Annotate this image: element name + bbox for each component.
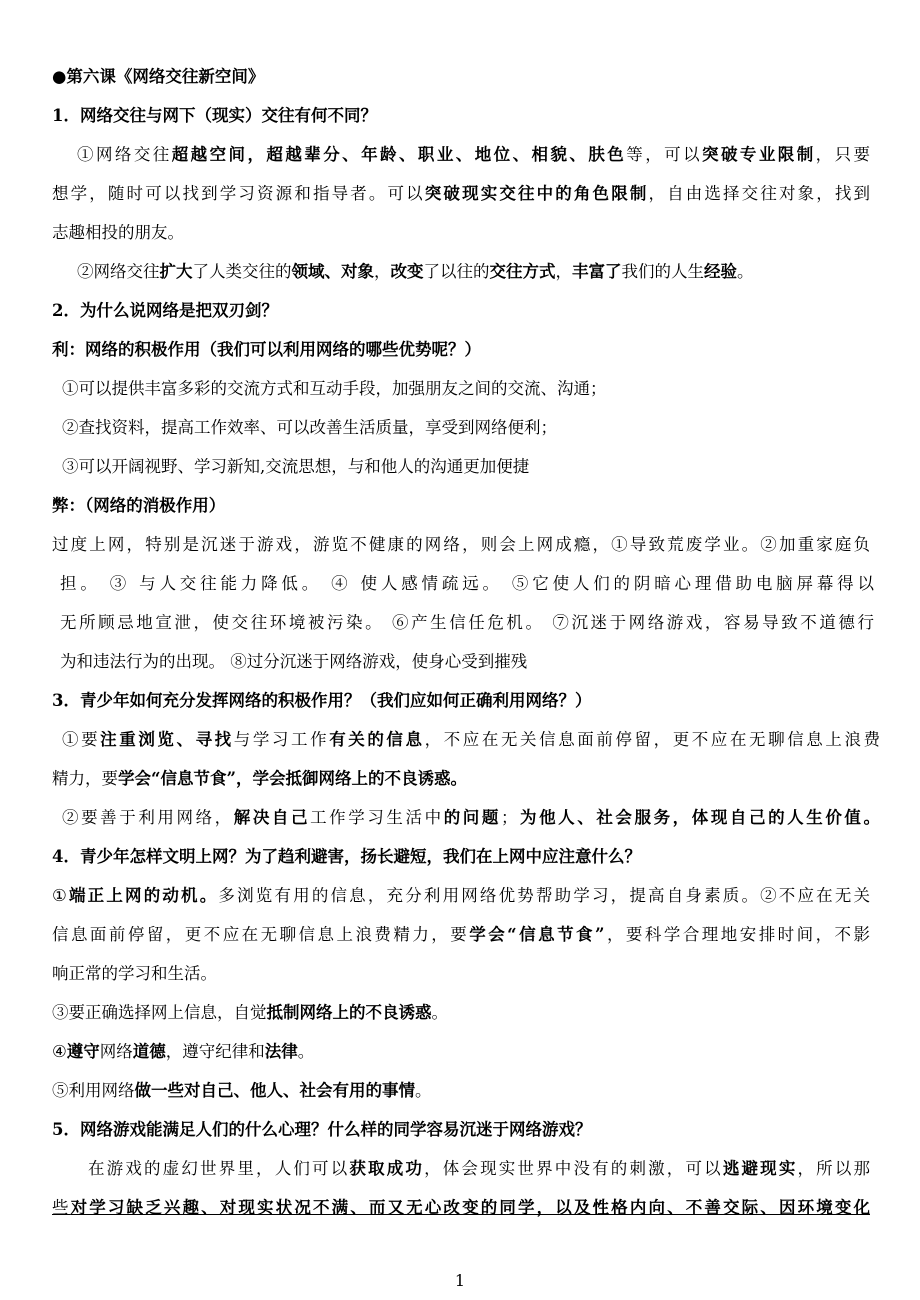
text-run: 弊：（网络的消极作用） — [52, 496, 226, 515]
text-run: 1．网络交往与网下（现实）交往有何不同？ — [52, 106, 377, 125]
text-line — [52, 1197, 870, 1219]
text-run: 。 — [431, 1003, 448, 1022]
text-run: 端正上网的动机。 — [68, 886, 219, 905]
text-run: 扩大 — [159, 262, 193, 281]
text-run: 逃避现实 — [722, 1159, 798, 1178]
text-line — [52, 222, 872, 244]
text-run: ， — [555, 262, 572, 281]
text-run: 。 — [737, 262, 754, 281]
text-line — [52, 1041, 872, 1063]
text-run: ，遵守纪律和 — [165, 1042, 265, 1061]
text-run: 突破专业限制 — [702, 145, 816, 164]
text-run: ，自由选择交往对象，找到 — [648, 184, 870, 203]
text-run: 了人类交往的 — [192, 262, 292, 281]
text-line — [77, 144, 870, 166]
text-line — [60, 573, 874, 595]
text-line — [52, 924, 870, 946]
text-line — [77, 261, 897, 283]
text-run: ，不应在无关信息面前停留，更不应在无聊信息上浪费 — [424, 730, 880, 749]
text-line — [52, 105, 872, 127]
text-run: ①要 — [62, 730, 101, 749]
text-run: 获取成功 — [349, 1159, 425, 1178]
text-run: 为和违法行为的出现。 ⑧过分沉迷于网络游戏，使身心受到摧残 — [60, 652, 528, 671]
text-run: 丰富了 — [572, 262, 622, 281]
text-line — [52, 885, 870, 907]
text-run: 利：网络的积极作用（我们可以利用网络的哪些优势呢？） — [52, 340, 481, 359]
text-line — [52, 1119, 872, 1141]
text-line — [52, 66, 872, 88]
text-line — [52, 963, 872, 985]
text-run: ⑤利用网络 — [52, 1081, 135, 1100]
text-run: ③可以开阔视野、学习新知,交流思想，与和他人的沟通更加便捷 — [62, 457, 530, 476]
text-run: ●第六课《网络交往新空间》 — [52, 67, 265, 86]
text-run: 无所顾忌地宣泄，使交往环境被污染。 ⑥产生信任危机。 ⑦沉迷于网络游戏，容易导致不道德行 — [60, 613, 874, 632]
text-run: ①可以提供丰富多彩的交流方式和互动手段，加强朋友之间的交流、沟通； — [62, 379, 607, 398]
text-run: 道德 — [132, 1042, 166, 1061]
text-run: ①网络交往 — [77, 145, 172, 164]
text-line — [62, 456, 882, 478]
text-line — [52, 768, 872, 790]
text-run: ① — [52, 886, 69, 905]
text-run: 改变 — [390, 262, 424, 281]
text-run: 抵制网络上的不良诱惑 — [266, 1003, 432, 1022]
text-run: 做一些对自己、他人、社会有用的事情 — [134, 1081, 415, 1100]
text-run: 超越空间，超越辈分、年龄、职业、地位、相貌、肤色 — [171, 145, 627, 164]
text-line — [52, 1080, 872, 1102]
text-line — [52, 339, 872, 361]
text-run: 学会“信息节食” — [469, 925, 605, 944]
text-line — [60, 651, 880, 673]
text-run: 4．青少年怎样文明上网？为了趋利避害，扬长避短，我们在上网中应注意什么？ — [52, 847, 641, 866]
text-line — [52, 534, 870, 556]
text-line — [62, 807, 880, 829]
text-run: 信息面前停留，更不应在无聊信息上浪费精力，要 — [52, 925, 470, 944]
text-run: 。 — [415, 1081, 432, 1100]
text-run: 了以往的 — [423, 262, 490, 281]
text-run: ②网络交往 — [77, 262, 160, 281]
text-run: 担。 ③ 与人交往能力降低。 ④ 使人感情疏远。 ⑤它使人们的阴暗心理借助电脑屏幕得以 — [60, 574, 874, 593]
text-line — [62, 729, 880, 751]
text-run: 精力，要 — [52, 769, 118, 788]
text-run: ； — [500, 808, 518, 827]
text-line — [52, 495, 872, 517]
text-line — [52, 690, 872, 712]
text-run: ，所以那 — [797, 1159, 870, 1178]
text-line — [62, 378, 882, 400]
text-run: 与学习工作 — [233, 730, 330, 749]
text-run: ，体会现实世界中没有的刺激，可以 — [424, 1159, 723, 1178]
text-run: 注重浏览、寻找 — [100, 730, 234, 749]
text-line — [60, 612, 874, 634]
text-line — [52, 846, 872, 868]
text-run: 志趣相投的朋友。 — [52, 223, 184, 242]
text-run: 3．青少年如何充分发挥网络的积极作用？（我们应如何正确利用网络？） — [52, 691, 592, 710]
text-run: 经验 — [704, 262, 737, 281]
text-run: 领域、对象 — [291, 262, 374, 281]
text-run: ③要正确选择网上信息，自觉 — [52, 1003, 267, 1022]
text-run: 遵守 — [66, 1042, 100, 1061]
text-run: 在游戏的虚幻世界里，人们可以 — [88, 1159, 350, 1178]
text-line — [52, 1002, 872, 1024]
text-run: 想学，随时可以找到学习资源和指导者。可以 — [52, 184, 425, 203]
text-run: 5．网络游戏能满足人们的什么心理？什么样的同学容易沉迷于网络游戏？ — [52, 1120, 592, 1139]
text-line — [62, 417, 882, 439]
text-run: 过度上网，特别是沉迷于游戏，游览不健康的网络，则会上网成瘾，①导致荒废学业。②加重家庭负 — [52, 535, 870, 554]
text-run: ②查找资料，提高工作效率、可以改善生活质量，享受到网络便利； — [62, 418, 557, 437]
text-line — [88, 1158, 870, 1180]
text-run: ②要善于利用网络， — [62, 808, 234, 827]
text-run: 为他人、社会服务，体现自己的人生价值。 — [517, 808, 880, 827]
text-run: 。 — [297, 1042, 315, 1061]
text-run: 法律 — [264, 1042, 298, 1061]
text-line — [52, 300, 872, 322]
text-run: 突破现实交往中的角色限制 — [424, 184, 649, 203]
text-run: 网络 — [99, 1042, 133, 1061]
text-run: ， — [374, 262, 391, 281]
text-run: ，要科学合理地安排时间，不影 — [604, 925, 870, 944]
page-number: 1 — [454, 1271, 466, 1290]
text-run: 些 — [52, 1198, 71, 1217]
text-run: ④ — [52, 1042, 67, 1061]
text-line — [52, 183, 870, 205]
text-run: 解决自己 — [233, 808, 311, 827]
text-run: 工作学习生活中 — [310, 808, 444, 827]
text-run: 的问题 — [443, 808, 501, 827]
text-run: 多浏览有用的信息，充分利用网络优势帮助学习，提高自身素质。②不应在无关 — [218, 886, 870, 905]
text-run: 2．为什么说网络是把双刃剑？ — [52, 301, 278, 320]
text-run: 学会“信息节食”，学会抵御网络上的不良诱惑。 — [118, 769, 467, 788]
text-run: 交往方式 — [489, 262, 556, 281]
text-run: ，只要 — [815, 145, 870, 164]
text-run: 我们的人生 — [621, 262, 704, 281]
text-run: 等，可以 — [626, 145, 703, 164]
text-run: 响正常的学习和生活。 — [52, 964, 217, 983]
text-run: 对学习缺乏兴趣、对现实状况不满、而又无心改变的同学，以及性格内向、不善交际、因环境变化 — [70, 1198, 870, 1217]
text-run: 有关的信息 — [329, 730, 425, 749]
